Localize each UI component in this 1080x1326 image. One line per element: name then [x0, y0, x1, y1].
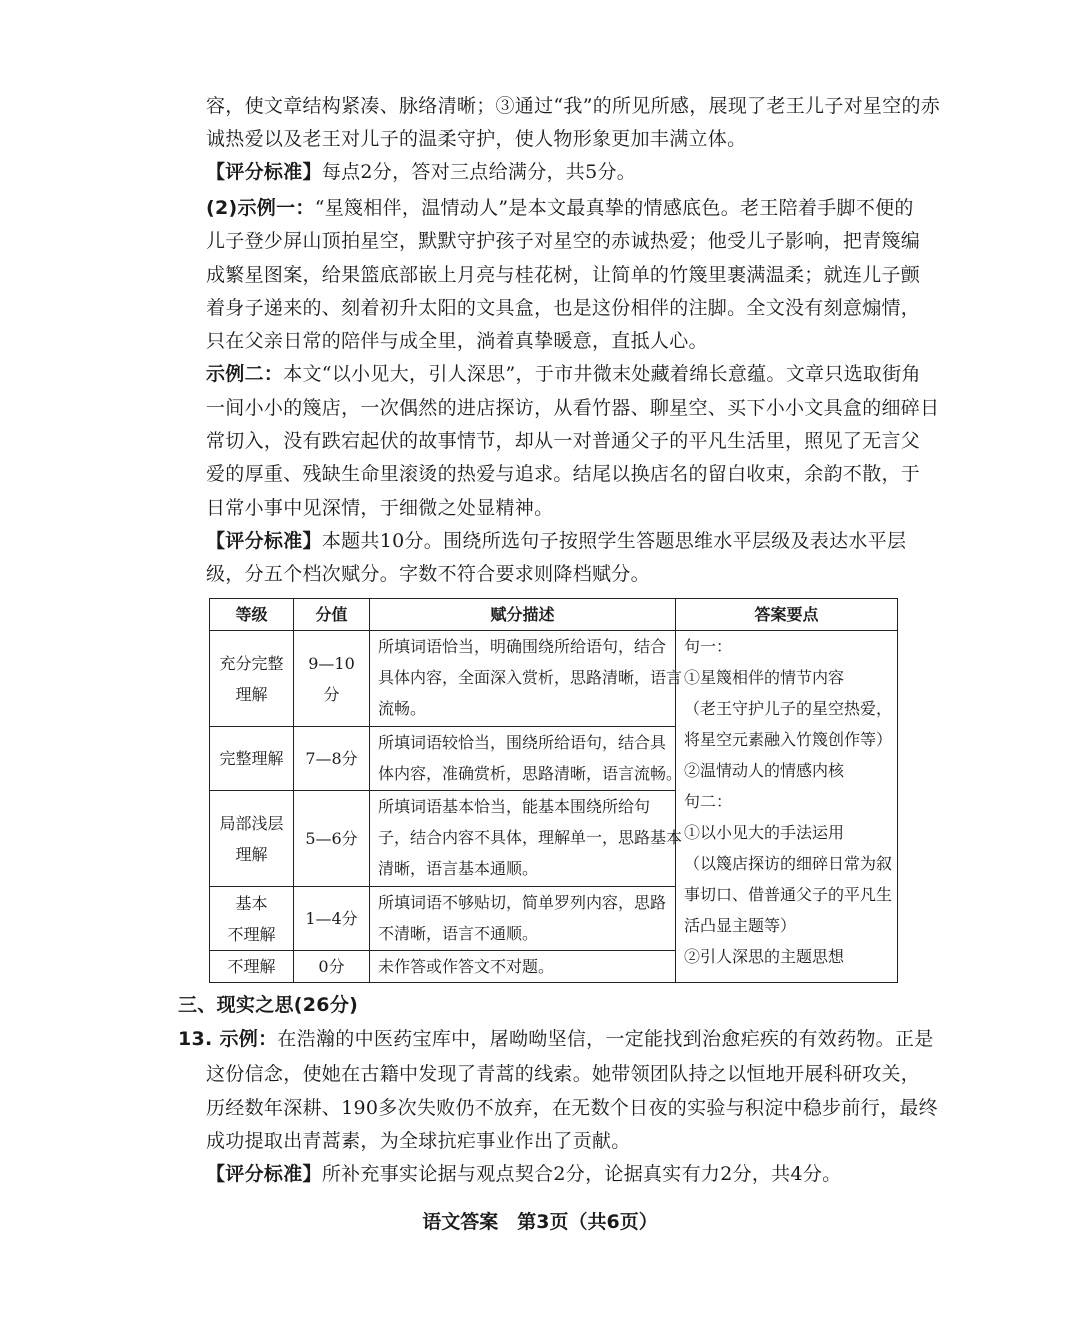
scoring-table	[209, 598, 898, 983]
level-text: 基本	[235, 893, 268, 913]
grading-standard-2-line: 级，分五个档次赋分。字数不符合要求则降档赋分。	[206, 563, 650, 585]
description-cell	[370, 727, 683, 791]
q13-tag: 13. 示例：	[178, 1028, 278, 1050]
table-row	[210, 631, 898, 727]
level-cell	[210, 791, 294, 887]
key-point: （老王守护儿子的星空热爱，	[684, 699, 893, 718]
header-description: 赋分描述	[370, 599, 676, 631]
q13-line	[178, 1027, 934, 1051]
key-point: ①以小见大的手法运用	[684, 823, 845, 842]
example-two-line: 日常小事中见深情，于细微之处显精神。	[206, 497, 554, 519]
section-title: 三、现实之思(26分)	[178, 994, 359, 1016]
level-text: 不理解	[227, 924, 276, 944]
description-cell	[370, 631, 683, 727]
key-point: 句一：	[684, 637, 733, 656]
q13-text: 在浩瀚的中医药宝库中，屠呦呦坚信，一定能找到治愈疟疾的有效药物。正是	[277, 1028, 934, 1050]
q13-line: 历经数年深耕、190多次失败仍不放弃，在无数个日夜的实验与积淀中稳步前行，最终	[206, 1097, 938, 1119]
key-point: ①星篾相伴的情节内容	[684, 668, 845, 687]
example-two-line: 一间小小的篾店，一次偶然的进店探访，从看竹器、聊星空、买下小小文具盒的细碎日	[206, 397, 940, 419]
example-one-line	[206, 196, 914, 220]
header-level: 等级	[210, 599, 294, 631]
example-two-line	[206, 362, 921, 386]
description-cell	[370, 791, 683, 887]
key-point: ②温情动人的情感内核	[684, 761, 845, 780]
level-text: 充分完整	[219, 653, 284, 673]
description-text: 所填词语较恰当，围绕所给语句，结合具	[378, 733, 667, 752]
example-one-text: “星篾相伴，温情动人”是本文最真挚的情感底色。老王陪着手脚不便的	[314, 197, 914, 219]
grading-tag: 【评分标准】	[206, 161, 322, 183]
level-text: 完整理解	[219, 749, 284, 768]
key-points-cell	[676, 631, 898, 983]
grading-tag: 【评分标准】	[206, 1163, 322, 1185]
page-footer: 语文答案 第3页（共6页）	[422, 1211, 658, 1233]
description-text: 具体内容，全面深入赏析，思路清晰，语言	[378, 668, 683, 687]
level-cell	[210, 951, 294, 983]
level-text: 理解	[235, 844, 268, 864]
paragraph-line: 诚热爱以及老王对儿子的温柔守护，使人物形象更加丰满立体。	[206, 128, 747, 150]
grading-text: 所补充事实论据与观点契合2分，论据真实有力2分，共4分。	[321, 1163, 842, 1185]
grading-text: 本题共10分。围绕所选句子按照学生答题思维水平层级及表达水平层	[321, 530, 907, 552]
description-text: 体内容，准确赏析，思路清晰，语言流畅。	[378, 764, 683, 783]
level-text: 理解	[235, 684, 268, 704]
example-one-tag: (2)示例一：	[206, 197, 315, 219]
paragraph-line: 容，使文章结构紧凑、脉络清晰；③通过“我”的所见所感，展现了老王儿子对星空的赤	[206, 95, 941, 117]
q13-line: 成功提取出青蒿素，为全球抗疟事业作出了贡献。	[206, 1130, 631, 1152]
grading-text: 每点2分，答对三点给满分，共5分。	[321, 161, 637, 183]
level-text: 不理解	[227, 957, 276, 976]
level-cell	[210, 727, 294, 791]
table-header-row	[210, 599, 898, 631]
example-two-line: 常切入，没有跌宕起伏的故事情节，却从一对普通父子的平凡生活里，照见了无言父	[206, 430, 921, 452]
description-cell	[370, 887, 676, 951]
level-cell	[210, 631, 294, 727]
score-cell: 7—8分	[294, 727, 370, 791]
score-cell: 1—4分	[294, 887, 370, 951]
description-text: 所填词语不够贴切，简单罗列内容，思路	[378, 893, 667, 912]
example-one-line: 成繁星图案，给果篮底部嵌上月亮与桂花树，让简单的竹篾里裹满温柔；就连儿子颤	[206, 264, 921, 286]
q13-line: 这份信念，使她在古籍中发现了青蒿的线索。她带领团队持之以恒地开展科研攻关，	[206, 1063, 921, 1085]
description-text: 所填词语基本恰当，能基本围绕所给句	[378, 797, 651, 816]
key-point: 句二：	[684, 792, 733, 811]
description-cell	[370, 951, 676, 983]
example-two-text: 本文“以小见大，引人深思”，于市井微末处藏着绵长意蕴。文章只选取街角	[283, 363, 921, 385]
score-cell: 9—10分	[294, 631, 370, 727]
grading-standard-1	[206, 160, 906, 184]
example-one-line: 儿子登少屏山顶拍星空，默默守护孩子对星空的赤诚热爱；他受儿子影响，把青篾编	[206, 230, 921, 252]
key-point: （以篾店探访的细碎日常为叙	[684, 854, 893, 873]
grading-standard-2	[206, 529, 906, 553]
description-text: 未作答或作答文不对题。	[378, 957, 555, 976]
description-text: 子，结合内容不具体，理解单一，思路基本	[378, 828, 683, 847]
grading-standard-3	[206, 1162, 906, 1186]
key-point: 活凸显主题等）	[684, 916, 797, 935]
key-point: 事切口、借普通父子的平凡生	[684, 885, 893, 904]
example-one-line: 只在父亲日常的陪伴与成全里，淌着真挚暖意，直抵人心。	[206, 330, 708, 352]
description-text: 所填词语恰当，明确围绕所给语句，结合	[378, 637, 667, 656]
example-one-line: 着身子递来的、刻着初升太阳的文具盒，也是这份相伴的注脚。全文没有刻意煽情，	[206, 297, 921, 319]
example-two-tag: 示例二：	[206, 363, 284, 385]
header-key-points: 答案要点	[676, 599, 898, 631]
level-cell	[210, 887, 294, 951]
score-cell: 5—6分	[294, 791, 370, 887]
score-cell: 0分	[294, 951, 370, 983]
grading-tag: 【评分标准】	[206, 530, 322, 552]
header-score: 分值	[294, 599, 370, 631]
key-point: 将星空元素融入竹篾创作等）	[684, 730, 893, 749]
key-point: ②引人深思的主题思想	[684, 947, 845, 966]
description-text: 不清晰，语言不通顺。	[378, 924, 539, 943]
description-text: 清晰，语言基本通顺。	[378, 859, 539, 878]
description-text: 流畅。	[378, 699, 427, 718]
example-two-line: 爱的厚重、残缺生命里滚烫的热爱与追求。结尾以换店名的留白收束，余韵不散，于	[206, 463, 921, 485]
level-text: 局部浅层	[219, 813, 284, 833]
